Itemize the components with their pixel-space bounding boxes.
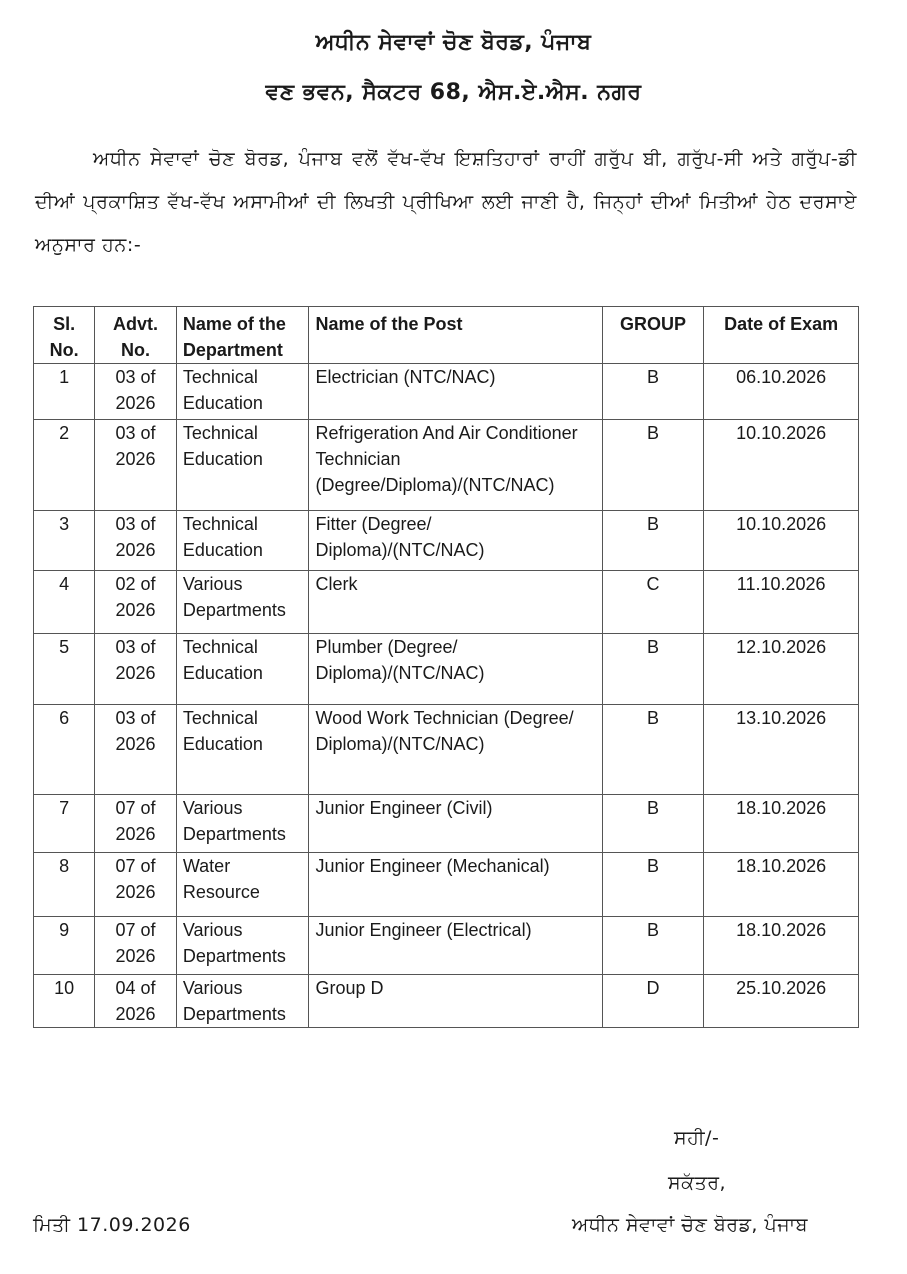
- table-row: [34, 705, 859, 795]
- cell-group: B: [602, 705, 704, 795]
- cell-sl-no: 3: [34, 511, 95, 571]
- cell-date: 18.10.2026: [704, 917, 859, 975]
- table-header-row: [34, 307, 859, 364]
- cell-group: B: [602, 511, 704, 571]
- cell-date: 06.10.2026: [704, 364, 859, 420]
- exam-schedule-table: [33, 306, 859, 1028]
- cell-date: 18.10.2026: [704, 795, 859, 853]
- cell-department: Technical Education: [176, 511, 309, 571]
- table-row: [34, 975, 859, 1028]
- cell-advt-no: 03 of 2026: [95, 511, 177, 571]
- issue-date: ਮਿਤੀ 17.09.2026: [33, 1214, 191, 1236]
- cell-group: D: [602, 975, 704, 1028]
- cell-sl-no: 1: [34, 364, 95, 420]
- cell-group: B: [602, 634, 704, 705]
- cell-post: Junior Engineer (Electrical): [309, 917, 602, 975]
- cell-advt-no: 02 of 2026: [95, 571, 177, 634]
- cell-department: Various Departments: [176, 975, 309, 1028]
- cell-department: Technical Education: [176, 420, 309, 511]
- cell-advt-no: 04 of 2026: [95, 975, 177, 1028]
- cell-department: Technical Education: [176, 634, 309, 705]
- cell-post: Fitter (Degree/ Diploma)/(NTC/NAC): [309, 511, 602, 571]
- cell-date: 25.10.2026: [704, 975, 859, 1028]
- header-date: Date of Exam: [704, 307, 859, 364]
- header-post: Name of the Post: [309, 307, 602, 364]
- cell-group: C: [602, 571, 704, 634]
- cell-advt-no: 03 of 2026: [95, 364, 177, 420]
- table-row: [34, 917, 859, 975]
- cell-department: Water Resource: [176, 853, 309, 917]
- signatory-organization: ਅਧੀਨ ਸੇਵਾਵਾਂ ਚੋਣ ਬੋਰਡ, ਪੰਜਾਬ: [572, 1214, 808, 1236]
- cell-group: B: [602, 853, 704, 917]
- cell-post: Junior Engineer (Civil): [309, 795, 602, 853]
- cell-department: Various Departments: [176, 917, 309, 975]
- table-row: [34, 795, 859, 853]
- cell-date: 13.10.2026: [704, 705, 859, 795]
- cell-group: B: [602, 364, 704, 420]
- cell-sl-no: 5: [34, 634, 95, 705]
- cell-department: Various Departments: [176, 795, 309, 853]
- header-sl-no: Sl. No.: [34, 307, 95, 364]
- header-advt-no: Advt. No.: [95, 307, 177, 364]
- cell-post: Junior Engineer (Mechanical): [309, 853, 602, 917]
- cell-post: Wood Work Technician (Degree/ Diploma)/(NTC/NAC): [309, 705, 602, 795]
- cell-date: 11.10.2026: [704, 571, 859, 634]
- cell-sl-no: 7: [34, 795, 95, 853]
- signatory-designation: ਸਕੱਤਰ,: [668, 1172, 727, 1194]
- cell-sl-no: 6: [34, 705, 95, 795]
- signed-mark: ਸਹੀ/-: [674, 1127, 720, 1149]
- cell-sl-no: 4: [34, 571, 95, 634]
- cell-sl-no: 9: [34, 917, 95, 975]
- cell-sl-no: 8: [34, 853, 95, 917]
- header-group: GROUP: [602, 307, 704, 364]
- cell-group: B: [602, 795, 704, 853]
- cell-post: Group D: [309, 975, 602, 1028]
- cell-date: 10.10.2026: [704, 420, 859, 511]
- cell-department: Technical Education: [176, 705, 309, 795]
- address-line: ਵਣ ਭਵਨ, ਸੈਕਟਰ 68, ਐਸ.ਏ.ਐਸ. ਨਗਰ: [265, 80, 642, 105]
- table-row: [34, 634, 859, 705]
- table-row: [34, 511, 859, 571]
- table-row: [34, 853, 859, 917]
- cell-date: 12.10.2026: [704, 634, 859, 705]
- header-department: Name of the Department: [176, 307, 309, 364]
- page-title: ਅਧੀਨ ਸੇਵਾਵਾਂ ਚੋਣ ਬੋਰਡ, ਪੰਜਾਬ: [315, 30, 592, 55]
- intro-paragraph: ਅਧੀਨ ਸੇਵਾਵਾਂ ਚੋਣ ਬੋਰਡ, ਪੰਜਾਬ ਵਲੋਂ ਵੱਖ-ਵੱਖ ਇਸ਼ਤਿਹਾਰਾਂ ਰਾਹੀਂ ਗਰੁੱਪ ਬੀ, ਗਰੁੱਪ-ਸੀ ਅਤੇ ਗਰੁੱਪ-ਡੀ ਦੀਆਂ ਪ੍ਰਕਾਸ਼ਿਤ ਵੱਖ-ਵੱਖ ਅਸਾਮੀਆਂ ਦੀ ਲਿਖਤੀ ਪ੍ਰੀਖਿਆ ਲਈ ਜਾਣੀ ਹੈ, ਜਿਨ੍ਹਾਂ ਦੀਆਂ ਮਿਤੀਆਂ ਹੇਠ ਦਰਸਾਏ ਅਨੁਸਾਰ ਹਨ:-: [35, 148, 857, 256]
- cell-advt-no: 03 of 2026: [95, 705, 177, 795]
- cell-post: Clerk: [309, 571, 602, 634]
- cell-sl-no: 2: [34, 420, 95, 511]
- cell-date: 10.10.2026: [704, 511, 859, 571]
- table-row: [34, 420, 859, 511]
- cell-group: B: [602, 917, 704, 975]
- cell-date: 18.10.2026: [704, 853, 859, 917]
- cell-advt-no: 03 of 2026: [95, 420, 177, 511]
- cell-sl-no: 10: [34, 975, 95, 1028]
- cell-group: B: [602, 420, 704, 511]
- cell-post: Plumber (Degree/ Diploma)/(NTC/NAC): [309, 634, 602, 705]
- cell-department: Various Departments: [176, 571, 309, 634]
- cell-department: Technical Education: [176, 364, 309, 420]
- cell-advt-no: 07 of 2026: [95, 853, 177, 917]
- cell-post: Refrigeration And Air Conditioner Technician (Degree/Diploma)/(NTC/NAC): [309, 420, 602, 511]
- cell-advt-no: 03 of 2026: [95, 634, 177, 705]
- table-row: [34, 571, 859, 634]
- cell-advt-no: 07 of 2026: [95, 917, 177, 975]
- cell-advt-no: 07 of 2026: [95, 795, 177, 853]
- table-row: [34, 364, 859, 420]
- cell-post: Electrician (NTC/NAC): [309, 364, 602, 420]
